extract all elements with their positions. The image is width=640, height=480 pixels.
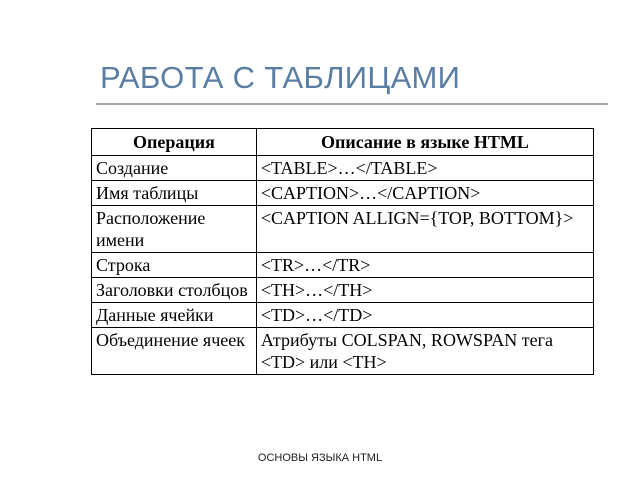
slide-title: РАБОТА С ТАБЛИЦАМИ bbox=[100, 60, 461, 95]
table-row bbox=[92, 156, 594, 181]
table-row bbox=[92, 303, 594, 328]
title-divider bbox=[96, 103, 608, 105]
html-description-cell: <TH>…</TH> bbox=[256, 278, 593, 303]
operation-cell: Данные ячейки bbox=[92, 303, 257, 328]
html-description-cell: <CAPTION ALLIGN={TOP, BOTTOM}> bbox=[256, 206, 593, 253]
table-header-row bbox=[92, 129, 594, 156]
html-description-cell: <TABLE>…</TABLE> bbox=[256, 156, 593, 181]
html-description-cell: <TD>…</TD> bbox=[256, 303, 593, 328]
header-operation: Операция bbox=[92, 129, 257, 156]
html-description-cell: <CAPTION>…</CAPTION> bbox=[256, 181, 593, 206]
operation-cell: Расположение имени bbox=[92, 206, 257, 253]
table-row bbox=[92, 328, 594, 375]
table-row bbox=[92, 253, 594, 278]
operation-cell: Создание bbox=[92, 156, 257, 181]
header-html-description: Описание в языке HTML bbox=[256, 129, 593, 156]
html-description-cell: <TR>…</TR> bbox=[256, 253, 593, 278]
operation-cell: Заголовки столбцов bbox=[92, 278, 257, 303]
operations-table bbox=[91, 128, 594, 375]
operation-cell: Объединение ячеек bbox=[92, 328, 257, 375]
table-row bbox=[92, 181, 594, 206]
table-row bbox=[92, 278, 594, 303]
html-description-cell: Атрибуты COLSPAN, ROWSPAN тега <TD> или <TH> bbox=[256, 328, 593, 375]
table-row bbox=[92, 206, 594, 253]
operation-cell: Имя таблицы bbox=[92, 181, 257, 206]
slide-footer: ОСНОВЫ ЯЗЫКА HTML bbox=[257, 452, 383, 464]
operation-cell: Строка bbox=[92, 253, 257, 278]
